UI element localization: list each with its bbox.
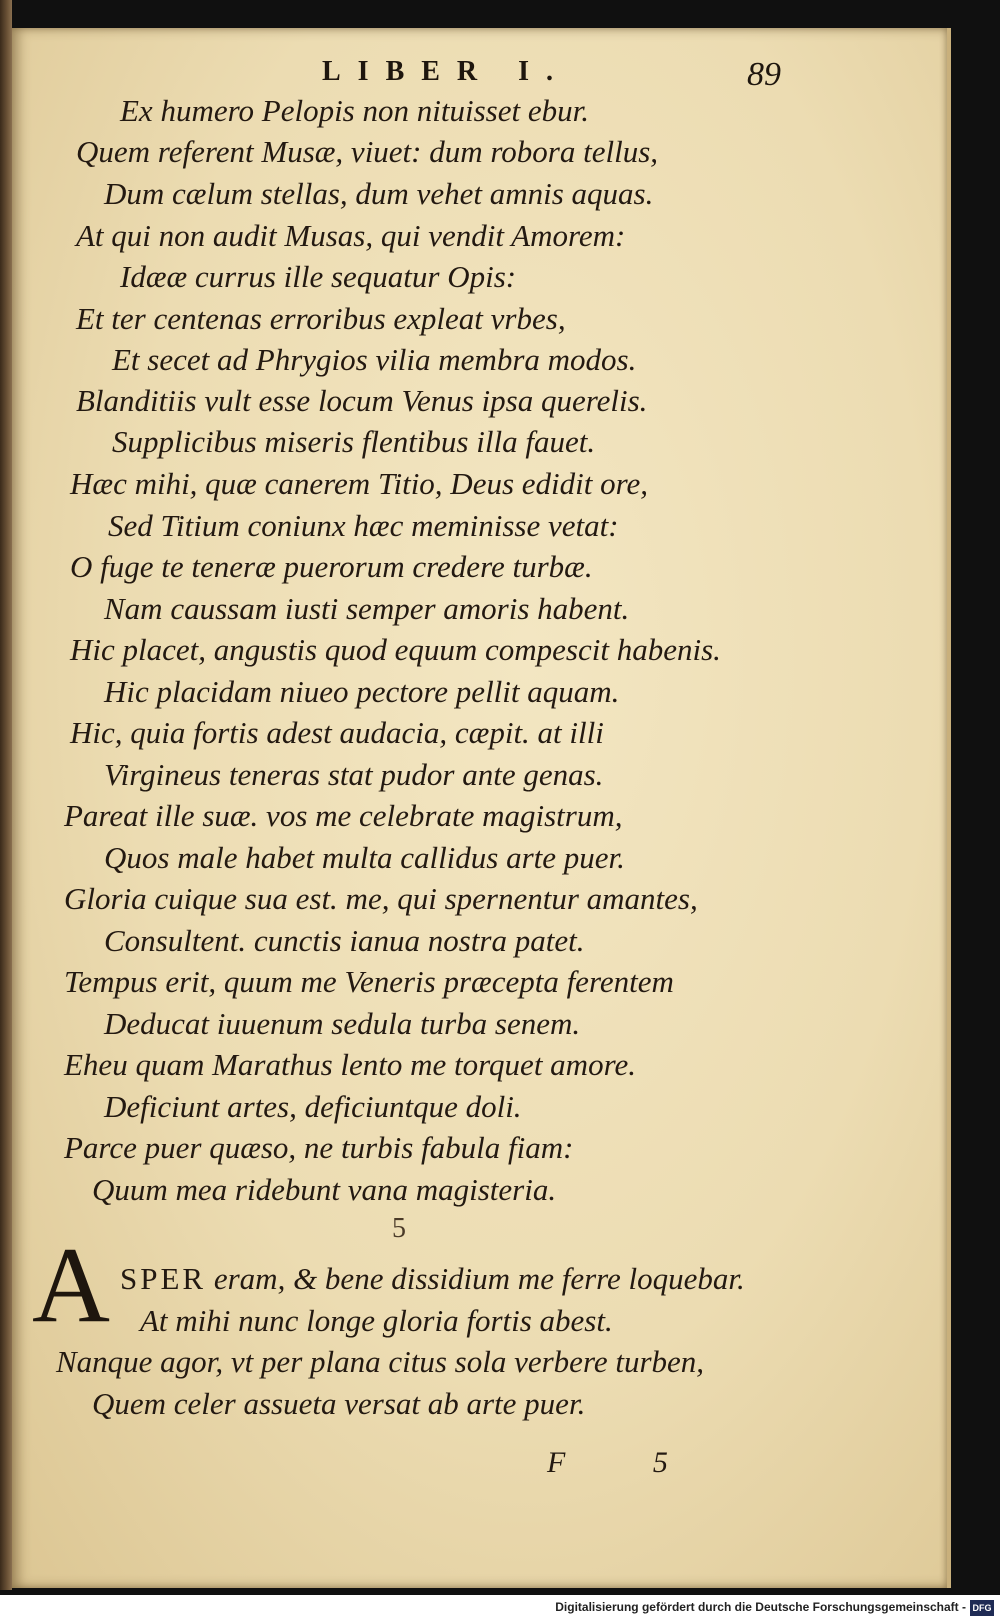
verse-line: Deducat iuuenum sedula turba senem. (104, 1006, 581, 1041)
verse-line: Hic placidam niueo pectore pellit aquam. (104, 674, 620, 709)
verse-line: Nanque agor, vt per plana citus sola verbere turben, (56, 1344, 705, 1379)
verse-line: Idææ currus ille sequatur Opis: (120, 259, 517, 294)
verse-line: Supplicibus miseris flentibus illa fauet. (112, 424, 596, 459)
verse-line: Hic, quia fortis adest audacia, cæpit. at illi (70, 715, 604, 750)
verse-line: Sed Titium coniunx hæc meminisse vetat: (108, 508, 619, 543)
verse-line: Virgineus teneras stat pudor ante genas. (104, 757, 604, 792)
verse-line: Tempus erit, quum me Veneris præcepta ferentem (64, 964, 674, 999)
verse-line: O fuge te teneræ puerorum credere turbæ. (70, 549, 593, 584)
running-title: LIBER I. (322, 56, 571, 87)
verse-line: Deficiunt artes, deficiuntque doli. (104, 1089, 522, 1124)
funding-credit: Digitalisierung gefördert durch die Deutsche Forschungsgemeinschaft - (555, 1600, 966, 1614)
signature-mark: F 5 (547, 1446, 708, 1479)
verse-line: Hæc mihi, quæ canerem Titio, Deus edidit ore, (70, 466, 649, 501)
verse-line: Quem referent Musæ, viuet: dum robora tellus, (76, 134, 659, 169)
elegy-first-line (120, 1258, 745, 1299)
dfg-logo-icon: DFG (970, 1600, 994, 1616)
first-line-rest: eram, & bene dissidium me ferre loquebar. (206, 1261, 745, 1296)
digitization-footer (0, 1595, 1000, 1623)
verse-line: Hic placet, angustis quod equum compescit habenis. (70, 632, 721, 667)
verse-line: Pareat ille suæ. vos me celebrate magistrum, (64, 798, 623, 833)
drop-capital: A (32, 1226, 110, 1345)
verse-line: At mihi nunc longe gloria fortis abest. (140, 1303, 613, 1338)
verse-line: Quum mea ridebunt vana magisteria. (92, 1172, 557, 1207)
verse-line: Ex humero Pelopis non nituisset ebur. (120, 93, 589, 128)
verse-line: Nam caussam iusti semper amoris habent. (104, 591, 630, 626)
section-ornament: 5 (392, 1213, 406, 1244)
verse-line: Parce puer quæso, ne turbis fabula fiam: (64, 1130, 574, 1165)
verse-line: Et ter centenas erroribus expleat vrbes, (76, 301, 566, 336)
verse-line: Dum cælum stellas, dum vehet amnis aquas. (104, 176, 654, 211)
book-page (12, 28, 951, 1588)
verse-line: Gloria cuique sua est. me, qui spernentur amantes, (64, 881, 698, 916)
verse-line: Quos male habet multa callidus arte puer. (104, 840, 625, 875)
book-spine-edge (0, 0, 12, 1590)
verse-line: Consultent. cunctis ianua nostra patet. (104, 923, 585, 958)
verse-line: Quem celer assueta versat ab arte puer. (92, 1386, 586, 1421)
verse-line: Blanditiis vult esse locum Venus ipsa querelis. (76, 383, 648, 418)
page-number: 89 (747, 56, 781, 93)
verse-line: At qui non audit Musas, qui vendit Amorem: (76, 218, 626, 253)
first-word-smallcaps: SPER (120, 1261, 207, 1296)
verse-line: Eheu quam Marathus lento me torquet amore. (64, 1047, 636, 1082)
verse-line: Et secet ad Phrygios vilia membra modos. (112, 342, 637, 377)
